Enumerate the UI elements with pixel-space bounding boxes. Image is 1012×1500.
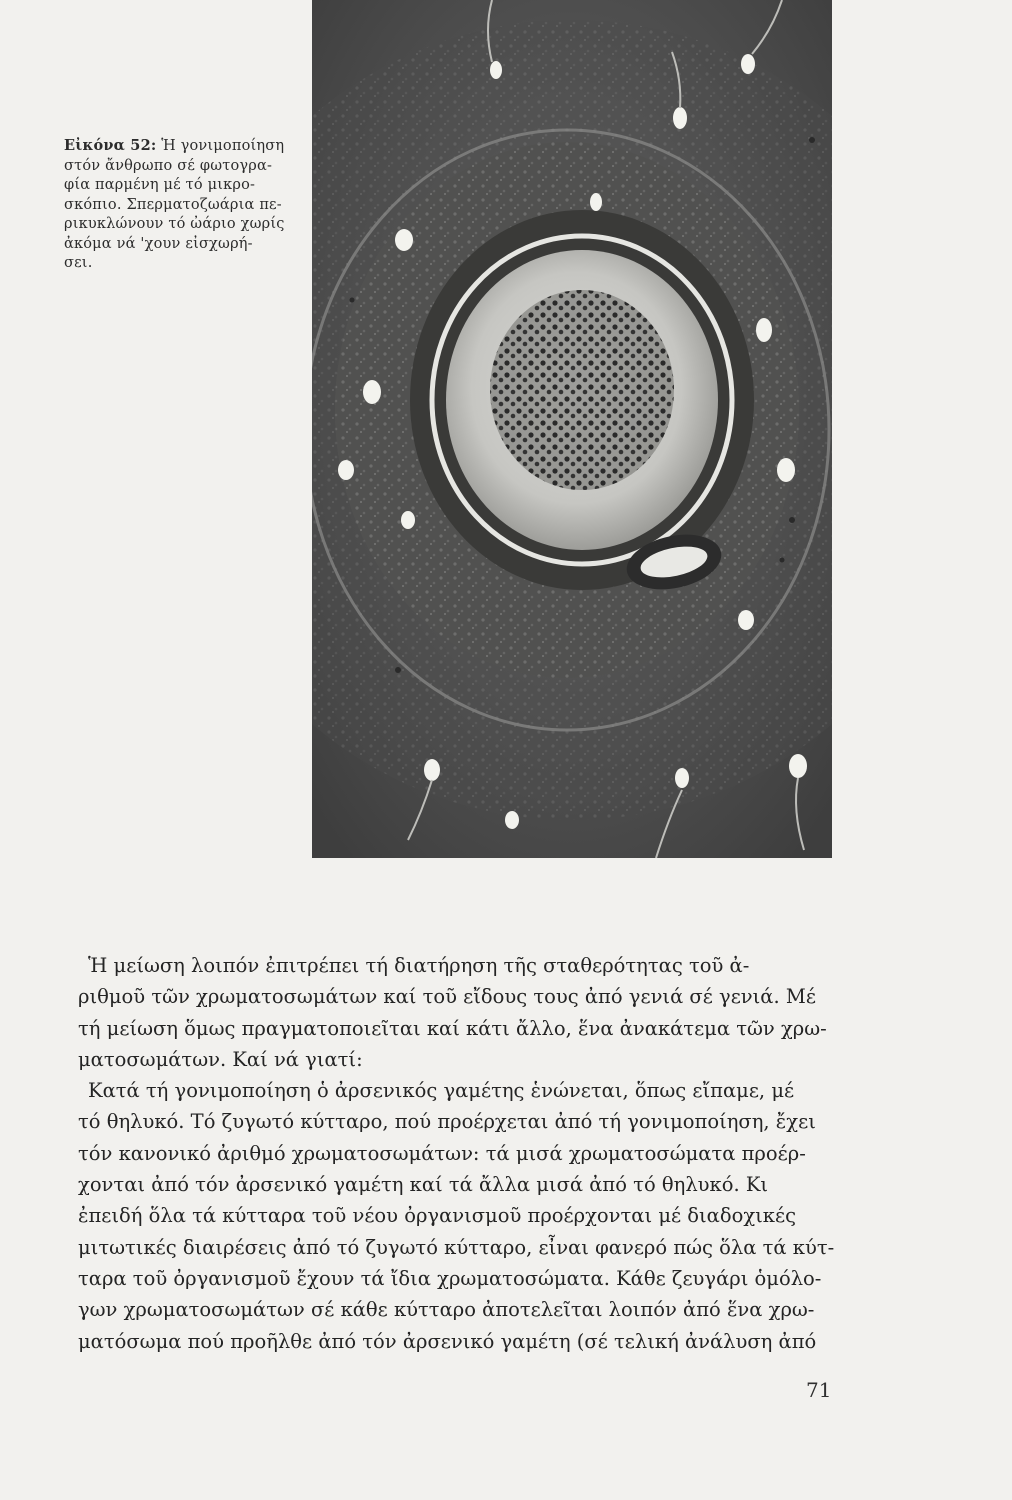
paragraph-1-line: ριθμοῦ τῶν χρωματοσωμάτων καί τοῦ εἴδους τους ἀπό γενιά σέ γενιά. Μέ: [78, 985, 816, 1009]
paragraph-1-line: Ἡ μείωση λοιπόν ἐπιτρέπει τή διατήρηση τῆς σταθερότητας τοῦ ἀ-: [88, 954, 750, 977]
caption-line-0: [64, 136, 286, 157]
paragraph-2-line: Κατά τή γονιμοποίηση ὁ ἀρσενικός γαμέτης ἑνώνεται, ὅπως εἴπαμε, μέ: [88, 1079, 795, 1103]
body-text: [78, 950, 838, 1357]
microscope-photo: [312, 0, 832, 858]
paragraph-2-line: ματόσωμα πού προῆλθε ἀπό τόν ἀρσενικό γαμέτη (σέ τελική ἀνάλυση ἀπό: [78, 1329, 817, 1353]
fertilization-micrograph: [312, 0, 832, 858]
caption-line-6: σει.: [64, 255, 93, 271]
chromatin-granules: [490, 290, 674, 490]
paragraph-2-line: ἐπειδή ὅλα τά κύτταρα τοῦ νέου ὀργανισμοῦ προέρχονται μέ διαδοχικές: [78, 1204, 796, 1228]
caption-line-3: σκόπιο. Σπερματοζωάρια πε-: [64, 196, 282, 213]
paragraph-2-line: μιτωτικές διαιρέσεις ἀπό τό ζυγωτό κύτταρο, εἶναι φανερό πώς ὅλα τά κύτ-: [78, 1235, 835, 1259]
paragraph-1: [78, 950, 838, 1075]
paragraph-2-line: γων χρωματοσωμάτων σέ κάθε κύτταρο ἀποτελεῖται λοιπόν ἀπό ἕνα χρω-: [78, 1298, 815, 1322]
page-number: 71: [806, 1378, 832, 1402]
caption-line-5: ἀκόμα νά 'χουν εἰσχωρή-: [64, 235, 253, 252]
paragraph-2: [78, 1075, 838, 1357]
paragraph-2-line: ταρα τοῦ ὀργανισμοῦ ἔχουν τά ἴδια χρωματοσώματα. Κάθε ζευγάρι ὁμόλο-: [78, 1266, 822, 1290]
figure-caption: [64, 136, 286, 274]
caption-label: Εἰκόνα 52:: [64, 137, 157, 154]
caption-line-0-text: Ἡ γονιμοποίηση: [156, 138, 285, 154]
caption-line-2: φία παρμένη μέ τό μικρο-: [64, 177, 256, 193]
paragraph-1-line: τή μείωση ὅμως πραγματοποιεῖται καί κάτι ἄλλο, ἕνα ἀνακάτεμα τῶν χρω-: [78, 1016, 827, 1040]
paragraph-2-line: τόν κανονικό ἀριθμό χρωματοσωμάτων: τά μισά χρωματοσώματα προέρ-: [78, 1141, 806, 1165]
paragraph-2-line: τό θηλυκό. Τό ζυγωτό κύτταρο, πού προέρχεται ἀπό τή γονιμοποίηση, ἔχει: [78, 1110, 816, 1134]
paragraph-1-line: ματοσωμάτων. Καί νά γιατί:: [78, 1047, 363, 1071]
caption-line-1: στόν ἄνθρωπο σέ φωτογρα-: [64, 157, 273, 174]
caption-line-4: ρικυκλώνουν τό ὠάριο χωρίς: [64, 216, 285, 232]
paragraph-2-line: χονται ἀπό τόν ἀρσενικό γαμέτη καί τά ἄλλα μισά ἀπό τό θηλυκό. Κι: [78, 1173, 769, 1197]
